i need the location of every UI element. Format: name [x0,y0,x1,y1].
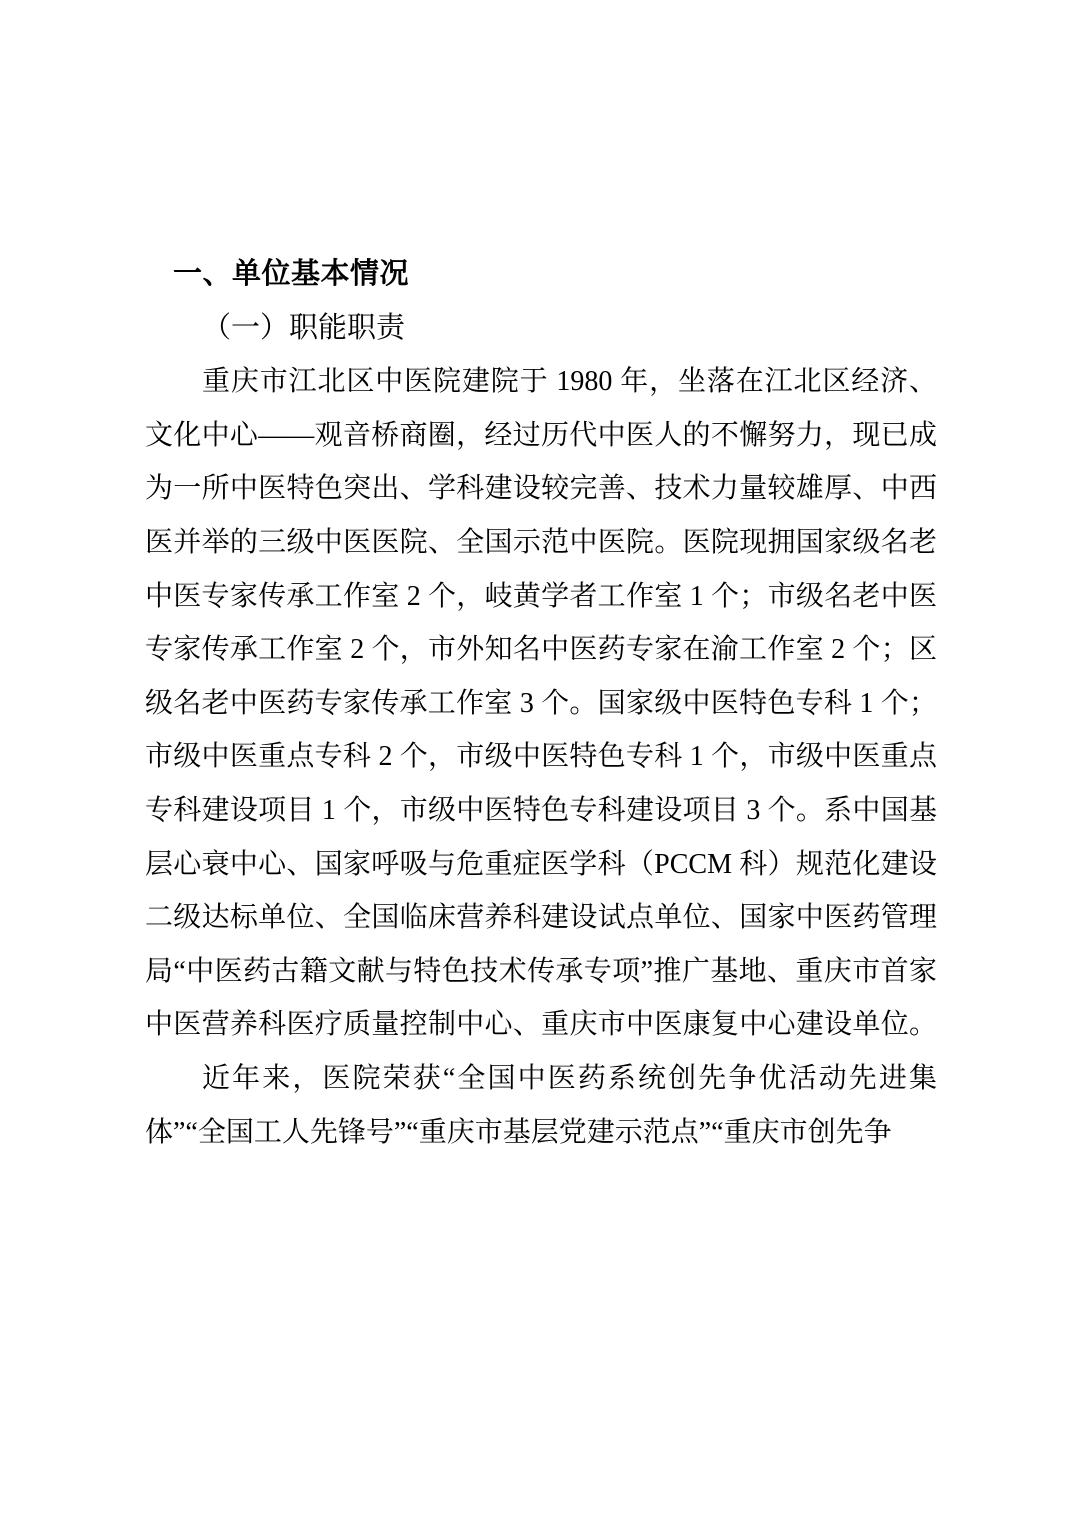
body-text-line: 中医营养科医疗质量控制中心、重庆市中医康复中心建设单位。 [145,1009,937,1041]
body-text-line: 局“中医药古籍文献与特色技术传承专项”推广基地、重庆市首家 [145,955,937,987]
body-text-line: 层心衰中心、国家呼吸与危重症医学科（PCCM 科）规范化建设 [145,848,937,880]
body-text-line: 为一所中医特色突出、学科建设较完善、技术力量较雄厚、中西 [145,473,937,505]
body-text-line: 专科建设项目 1 个，市级中医特色专科建设项目 3 个。系中国基 [145,794,937,826]
body-text-line: 体”“全国工人先锋号”“重庆市基层党建示范点”“重庆市创先争 [145,1116,892,1148]
body-text-line: 中医专家传承工作室 2 个，岐黄学者工作室 1 个；市级名老中医 [145,580,937,612]
body-text-line: 市级中医重点专科 2 个，市级中医特色专科 1 个，市级中医重点 [145,741,937,773]
body-text-line: 级名老中医药专家传承工作室 3 个。国家级中医特色专科 1 个； [145,687,937,719]
body-text-line: 重庆市江北区中医院建院于 1980 年，坐落在江北区经济、 [202,366,937,398]
body-text-line: 二级达标单位、全国临床营养科建设试点单位、国家中医药管理 [145,902,937,934]
document-content [145,248,937,1159]
body-text-line: 医并举的三级中医医院、全国示范中医院。医院现拥国家级名老 [145,526,937,558]
section-heading: 一、单位基本情况 [173,258,410,290]
body-text-line: 近年来，医院荣获“全国中医药系统创先争优活动先进集 [202,1062,937,1094]
body-text-line: 专家传承工作室 2 个，市外知名中医药专家在渝工作室 2 个；区 [145,634,937,666]
paragraph-overview [145,355,937,1052]
paragraph-honors [145,1052,937,1159]
body-text-line: 文化中心——观音桥商圈，经过历代中医人的不懈努力，现已成 [145,419,937,451]
subsection-heading: （一）职能职责 [202,311,406,344]
